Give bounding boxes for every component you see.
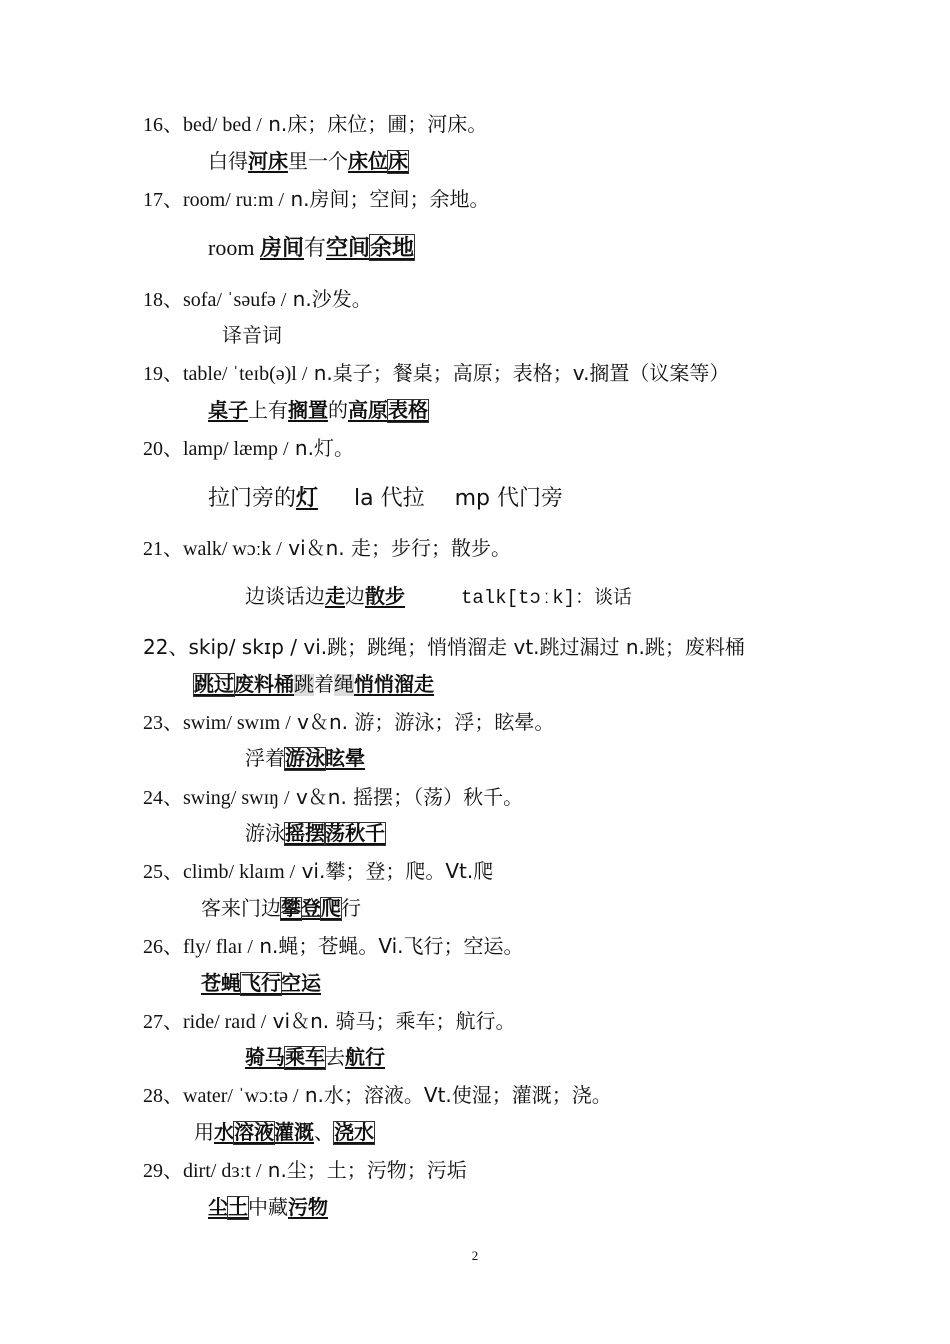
key-term: 尘	[208, 1197, 228, 1219]
mnemonic-text: mp 代门旁	[454, 486, 564, 511]
mnemonic-text: 里一个	[288, 151, 348, 173]
mnemonic-text: 拉门旁的	[208, 485, 297, 510]
mnemonic-26	[201, 971, 321, 997]
mnemonic-29	[208, 1195, 328, 1221]
key-term-boxed: 攀	[281, 898, 301, 920]
key-term-boxed: 浇水	[334, 1122, 374, 1144]
mnemonic-27	[245, 1045, 385, 1071]
highlighted-text: 绳	[334, 674, 354, 696]
entry-head: 19、table/ ˈteɪb(ə)l /	[143, 363, 308, 385]
key-term: 搁置	[288, 400, 328, 422]
key-term-boxed: 余地	[370, 235, 415, 260]
key-term-boxed: 表格	[388, 400, 428, 422]
entry-definition: n.灯。	[294, 436, 354, 460]
entry-definition: v＆n. 摇摆；（荡）秋千。	[295, 785, 524, 809]
entry-22	[143, 634, 745, 661]
key-term: 桌子	[208, 400, 248, 422]
highlighted-text: 跳	[294, 674, 314, 696]
mnemonic-17	[208, 235, 414, 261]
mnemonic-text: 浮着	[245, 748, 285, 770]
mnemonic-23	[245, 746, 365, 772]
mnemonic-18	[222, 323, 282, 349]
entry-25	[143, 858, 493, 885]
mnemonic-text: 边	[345, 586, 365, 608]
mnemonic-28	[194, 1120, 374, 1146]
page-number: 2	[471, 1248, 479, 1263]
entry-definition: vi＆n. 骑马；乘车；航行。	[272, 1009, 516, 1033]
entry-head: 24、swing/ swɪŋ /	[143, 787, 290, 809]
mnemonic-text: 中藏	[248, 1197, 288, 1219]
entry-definition: v＆n. 游；游泳；浮；眩晕。	[297, 710, 555, 734]
mnemonic-16	[208, 149, 408, 175]
entry-29	[143, 1157, 467, 1184]
entry-head: 17、room/ ruːm /	[143, 189, 285, 211]
key-term: 水	[214, 1122, 234, 1144]
entry-head: 26、fly/ flaɪ /	[143, 936, 253, 958]
entry-head: 28、water/ ˈwɔːtə /	[143, 1085, 299, 1107]
entry-head: 27、ride/ raɪd /	[143, 1011, 267, 1033]
entry-26	[143, 933, 524, 960]
key-term: 苍蝇	[201, 973, 241, 995]
key-term: 骑马	[245, 1047, 285, 1069]
key-term: 悄悄溜走	[354, 674, 434, 696]
key-term: 床位	[348, 151, 388, 173]
key-term: 走	[325, 586, 345, 608]
entry-18	[143, 286, 372, 313]
key-term: 登	[301, 898, 321, 920]
entry-definition: n.沙发。	[292, 287, 372, 311]
entry-24	[143, 784, 523, 811]
entry-head: 23、swim/ swɪm /	[143, 712, 291, 734]
entry-definition: n.房间；空间；余地。	[290, 187, 490, 211]
key-term: 眩晕	[325, 748, 365, 770]
key-term: 高原	[348, 400, 388, 422]
key-term: 空运	[281, 973, 321, 995]
mnemonic-text: 去	[325, 1047, 345, 1069]
mnemonic-text: 的	[328, 400, 348, 422]
entry-17	[143, 186, 490, 213]
entry-head: 18、sofa/ ˈsəufə /	[143, 289, 287, 311]
key-term: 污物	[288, 1197, 328, 1219]
key-term: 房间	[259, 235, 304, 260]
key-term: 废料桶	[234, 674, 294, 696]
mnemonic-19	[208, 398, 428, 424]
key-term-boxed: 土	[228, 1197, 248, 1219]
entry-definition: n.尘；土；污物；污垢	[267, 1158, 467, 1182]
entry-19	[143, 360, 729, 387]
entry-head: 22、skip/ skɪp / vi.跳；跳绳；悄悄溜走 vt.跳过漏过 n.跳；废料桶	[143, 635, 745, 659]
mnemonic-text: 客来门边	[201, 898, 281, 920]
key-term: 空间	[325, 235, 370, 260]
entry-20	[143, 435, 354, 462]
entry-definition: n.床；床位；圃；河床。	[268, 112, 488, 136]
key-term: 灯	[296, 485, 319, 510]
mnemonic-text: 译音词	[222, 325, 282, 347]
entry-28	[143, 1082, 612, 1109]
key-term-boxed: 摇摆	[285, 823, 325, 845]
mnemonic-text: 游泳	[245, 823, 285, 845]
entry-definition: n.桌子；餐桌；高原；表格；v.搁置（议案等）	[313, 361, 730, 385]
mnemonic-22	[194, 672, 434, 698]
key-term: 灌溉	[274, 1122, 314, 1144]
key-term-boxed: 溶液	[234, 1122, 274, 1144]
mnemonic-text: 、	[314, 1122, 334, 1144]
key-term: 河床	[248, 151, 288, 173]
entry-definition: vi.攀；登；爬。Vt.爬	[301, 859, 494, 883]
entry-21	[143, 535, 511, 562]
entry-head: 25、climb/ klaɪm /	[143, 861, 296, 883]
mnemonic-text: 边谈话边	[245, 586, 325, 608]
mnemonic-24	[245, 821, 385, 847]
key-term: 散步	[365, 586, 405, 608]
entry-definition: n.水；溶液。Vt.使湿；灌溉；浇。	[304, 1083, 612, 1107]
mnemonic-text: 有	[303, 235, 326, 260]
mnemonic-text: la 代拉	[354, 486, 425, 511]
mnemonic-text: room	[208, 235, 255, 260]
entry-23	[143, 709, 554, 736]
mnemonic-text: 上有	[248, 400, 288, 422]
entry-head: 20、lamp/ læmp /	[143, 438, 289, 460]
entry-16	[143, 111, 487, 138]
mnemonic-21	[245, 584, 632, 611]
mnemonic-note: talk[tɔːk]：谈话	[461, 587, 633, 609]
mnemonic-text: 行	[341, 898, 361, 920]
entry-27	[143, 1008, 515, 1035]
key-term-boxed: 爬	[321, 898, 341, 920]
entry-definition: vi＆n. 走；步行；散步。	[288, 536, 512, 560]
mnemonic-text: 用	[194, 1122, 214, 1144]
key-term-boxed: 游泳	[285, 748, 325, 770]
key-term: 航行	[345, 1047, 385, 1069]
entry-definition: n.蝇；苍蝇。Vi.飞行；空运。	[259, 934, 524, 958]
entry-head: 29、dirt/ dɜːt /	[143, 1160, 262, 1182]
mnemonic-25	[201, 896, 361, 922]
mnemonic-text: 着	[314, 674, 334, 696]
entry-head: 21、walk/ wɔːk /	[143, 538, 282, 560]
mnemonic-20	[208, 485, 563, 512]
entry-head: 16、bed/ bed /	[143, 114, 262, 136]
key-term-boxed: 荡秋千	[325, 823, 385, 845]
key-term-boxed: 乘车	[285, 1047, 325, 1069]
mnemonic-text: 白得	[208, 151, 248, 173]
key-term-boxed: 跳过	[194, 674, 234, 696]
key-term-boxed: 飞行	[241, 973, 281, 995]
key-term-boxed: 床	[388, 151, 408, 173]
